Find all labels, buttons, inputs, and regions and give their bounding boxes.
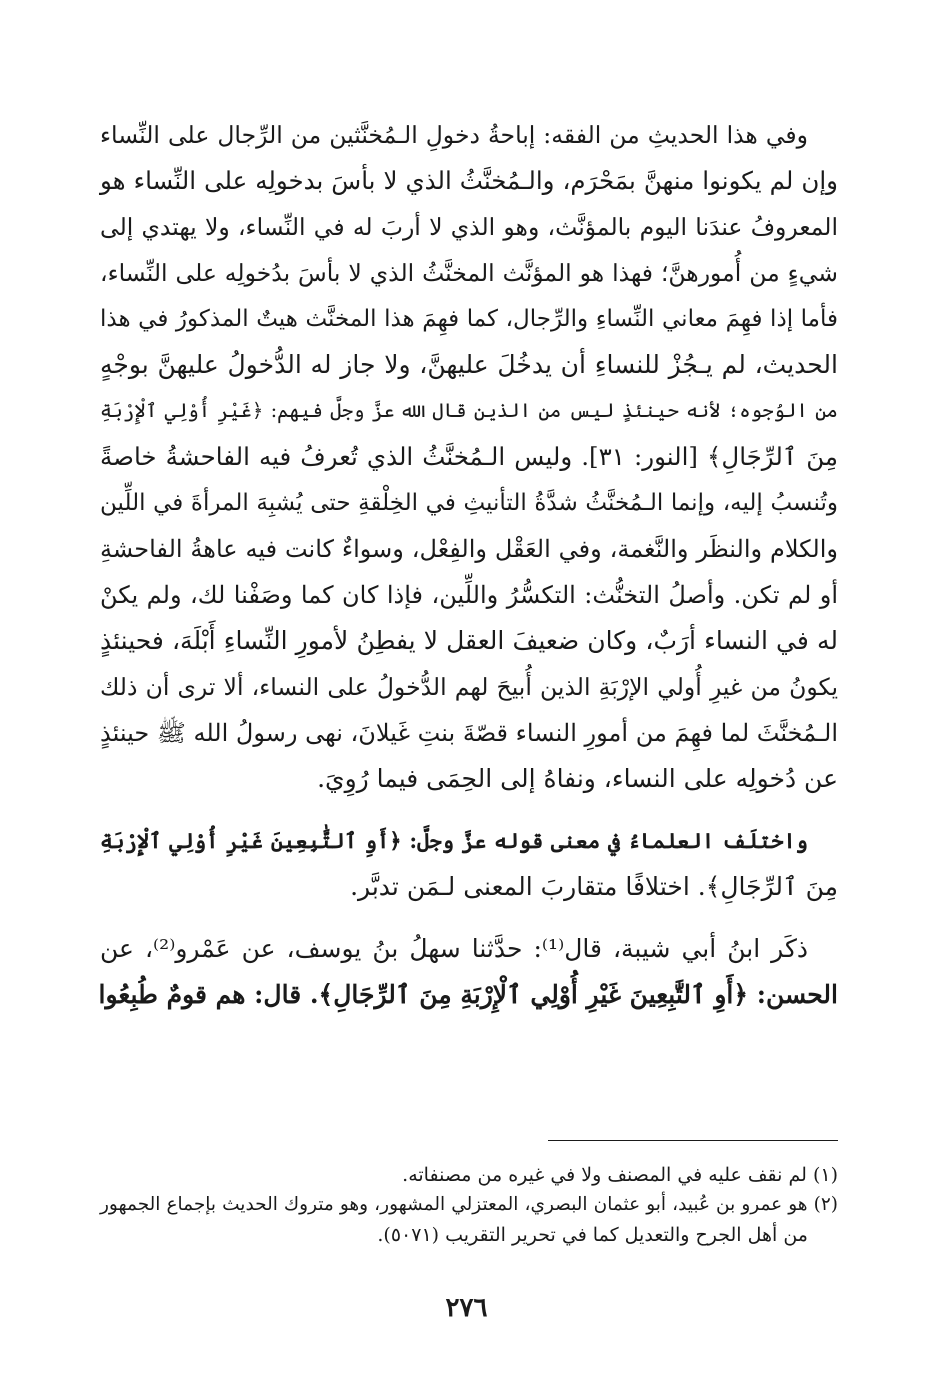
main-text [100, 112, 838, 1018]
footnote-2-line-1: (٢) هو عمرو بن عُبيد، أبو عثمان البصري، المعتزلي المشهور، وهو متروك الحديث بإجماع الجمهور [100, 1194, 838, 1215]
paragraph-1-line-14: الـمُخنَّثَ لما فهِمَ من أمورِ النساء قصّةَ بنتِ غَيلانَ، نهى رسولُ الله ﷺ حينئذٍ [100, 719, 838, 747]
page-number: ٢٧٦ [445, 1293, 488, 1323]
paragraph-gap [100, 910, 838, 926]
paragraph-1-line-8: مِنَ ٱلرِّجَالِ﴾ [النور: ٣١]. وليس الـمُخنَّثُ الذي تُعرفُ فيه الفاحشةُ خاصةً [100, 442, 838, 471]
paragraph-1-line-7: من الوُجوه؛ لأنه حينئذٍ ليس من الذين قال الله عزَّ وجلَّ فيهم: ﴿غَيْرِ أُوْلِي ٱلْإِرْبَةِ [100, 399, 838, 422]
paragraph-1-line-12: له في النساء أرَبٌ، وكان ضعيفَ العقل لا يفطِنُ لأمورِ النِّساءِ أَبْلَهَ، فحينئذٍ [100, 626, 838, 655]
footnote-1: (١) لم نقف عليه في المصنف ولا في غيره من مصنفاته. [402, 1164, 838, 1186]
paragraph-1-line-2: وإن لم يكونوا منهنَّ بمَحْرَم، والـمُخنَّثُ الذي لا بأسَ بدخولِه على النِّساء هو [100, 166, 838, 195]
footnotes [100, 1160, 838, 1250]
paragraph-1-line-11: أو لم تكن. وأصلُ التخنُّث: التكسُّرُ واللِّين، فإذا كان كما وصَفْنا لك، ولم يكنْ [100, 581, 838, 609]
paragraph-1-line-4: شيءٍ من أُمورهنَّ؛ فهذا هو المؤنَّث المخنَّثُ الذي لا بأسَ بدُخولِه على النِّساء، [100, 259, 838, 287]
paragraph-2-line-1: واختلَف العلماءُ في معنى قوله عزَّ وجلَّ: ﴿أَوِ ٱلتَّٰبِعِينَ غَيْرِ أُوْلِي ٱلْإِرْبَةِ [100, 828, 808, 853]
paragraph-1-line-3: المعروفُ عندَنا اليوم بالمؤنَّث، وهو الذي لا أربَ له في النِّساء، ولا يهتدي إلى [100, 213, 838, 241]
paragraph-1-line-10: والكلام والنظَر والنَّغمة، وفي العَقْل والفِعْل، وسواءٌ كانت فيه عاهةُ الفاحشةِ [100, 535, 838, 563]
paragraph-gap [100, 802, 838, 818]
paragraph-2-line-2: مِنَ ٱلرِّجَالِ﴾. اختلافًا متقاربَ المعنى لـمَن تدبَّر. [350, 872, 838, 901]
paragraph-1-line-1: وفي هذا الحديثِ من الفقه: إباحةُ دخولِ الـمُخنَّثين من الرِّجال على النِّساء [100, 121, 808, 149]
paragraph-3-line-2: الحسن: ﴿أَوِ ٱلتَّٰبِعِينَ غَيْرِ أُوْلِي ٱلْإِرْبَةِ مِنَ ٱلرِّجَالِ﴾. قال: هم قومٌ طُبِعُوا [98, 980, 838, 1009]
paragraph-1-line-6: الحديث، لم يـجُزْ للنساءِ أن يدخُلَ عليهنَّ، ولا جاز له الدُّخولُ عليهنَّ بوجْهٍ [100, 350, 838, 379]
paragraph-1-line-13: يكونُ من غيرِ أُولي الإرْبَةِ الذين أُبيحَ لهم الدُّخولُ على النساء، ألا ترى أن ذلك [100, 673, 838, 701]
footnote-divider [548, 1140, 838, 1141]
paragraph-1-line-15: عن دُخولِه على النساء، ونفاهُ إلى الحِمَى فيما رُوِيَ. [317, 764, 838, 793]
paragraph-3-line-1: ذكَر ابنُ أبي شيبة، قال⁽¹⁾: حدَّثنا سهلُ بنُ يوسف، عن عَمْرو⁽²⁾، عن [100, 934, 808, 963]
paragraph-1-line-9: وتُنسبُ إليه، وإنما الـمُخنَّثُ شدَّةُ التأنيثِ في الخِلْقةِ حتى يُشبِهَ المرأةَ في اللِّين [100, 490, 838, 516]
footnote-2-line-2: من أهل الجرح والتعديل كما في تحرير التقريب (٥٠٧١). [377, 1224, 808, 1246]
paragraph-1-line-5: فأما إذا فهِمَ معاني النِّساءِ والرِّجال، كما فهِمَ هذا المخنَّث هيتٌ المذكورُ في هذا [100, 306, 838, 332]
